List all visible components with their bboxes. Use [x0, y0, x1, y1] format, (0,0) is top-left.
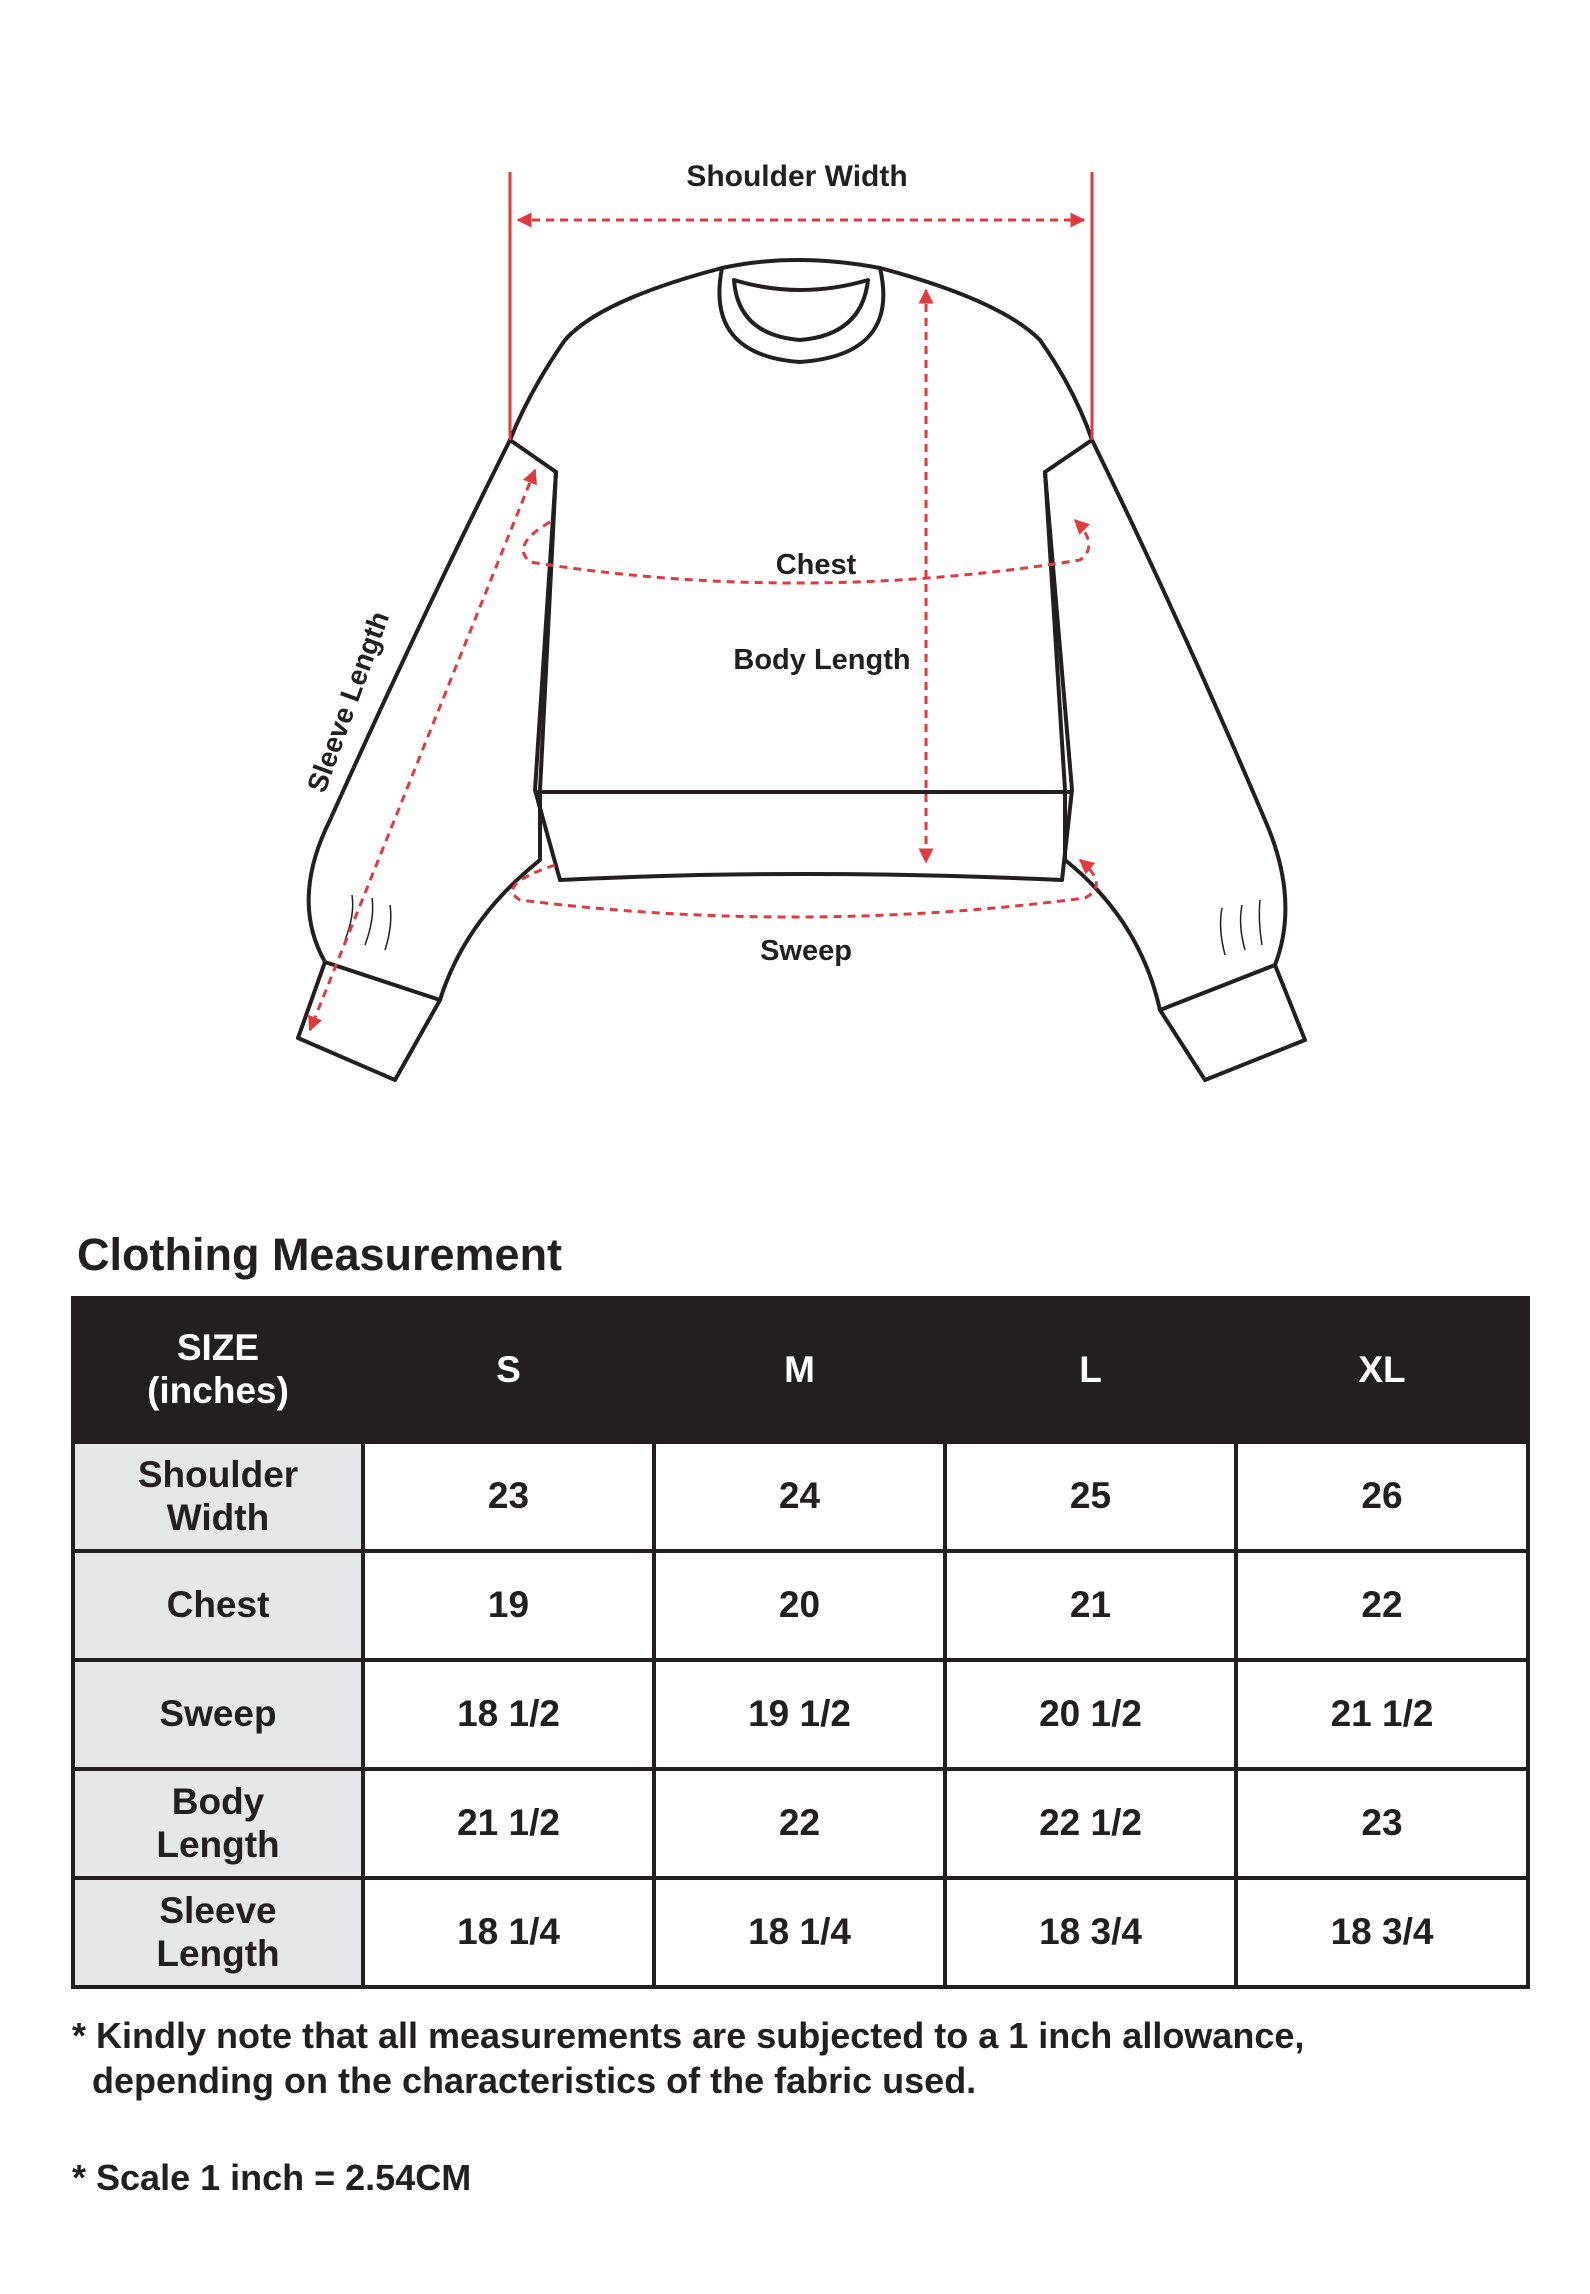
allowance-note-continued: depending on the characteristics of the fabric used. [92, 2060, 977, 2101]
left-cuff [298, 962, 440, 1080]
row-label [73, 1769, 363, 1878]
collar-inner [734, 280, 868, 340]
row-label [73, 1660, 363, 1769]
header-row [73, 1298, 1528, 1442]
row-label-line1: Sleeve [159, 1889, 277, 1931]
sweep-label: Sweep [760, 935, 852, 967]
table-row-sweep [73, 1660, 1528, 1769]
row-label [73, 1442, 363, 1551]
cell-value: 19 [363, 1551, 654, 1660]
cell-value: 18 1/4 [654, 1878, 945, 1987]
size-header-line1: SIZE [176, 1327, 260, 1369]
cell-value: 20 [654, 1551, 945, 1660]
cell-value: 23 [1236, 1769, 1528, 1878]
table-row-chest [73, 1551, 1528, 1660]
size-xl-header: XL [1236, 1298, 1528, 1442]
table-row-body-length [73, 1769, 1528, 1878]
sweep-ellipse [513, 860, 1097, 917]
row-label [73, 1551, 363, 1660]
row-label-line2: Length [156, 1823, 280, 1865]
table-row-sleeve-length [73, 1878, 1528, 1987]
right-shoulder [880, 268, 1092, 440]
cell-value: 18 1/2 [363, 1660, 654, 1769]
left-shoulder [510, 268, 722, 440]
row-label-line1: Body [171, 1780, 265, 1822]
row-label [73, 1878, 363, 1987]
cell-value: 21 [945, 1551, 1236, 1660]
scale-note: * Scale 1 inch = 2.54CM [72, 2157, 472, 2198]
size-header [73, 1298, 363, 1442]
cell-value: 20 1/2 [945, 1660, 1236, 1769]
row-label-line1: Chest [166, 1584, 270, 1626]
size-header-line2: (inches) [147, 1370, 289, 1411]
cell-value: 18 1/4 [363, 1878, 654, 1987]
measurement-title: Clothing Measurement [77, 1229, 563, 1280]
size-s-header: S [363, 1298, 654, 1442]
cell-value: 22 [1236, 1551, 1528, 1660]
row-label-line1: Shoulder [137, 1453, 299, 1495]
body [535, 472, 1072, 880]
measurement-table [71, 1296, 1530, 1989]
row-label-line1: Sweep [159, 1693, 277, 1735]
shoulder-width-label: Shoulder Width [686, 160, 908, 193]
allowance-note: * Kindly note that all measurements are subjected to a 1 inch allowance, [72, 2015, 1305, 2056]
chest-label: Chest [775, 549, 857, 581]
row-label-line2: Length [156, 1932, 280, 1974]
sleeve-length-label: Sleeve Length [301, 607, 396, 797]
cell-value: 25 [945, 1442, 1236, 1551]
cell-value: 18 3/4 [945, 1878, 1236, 1987]
size-l-header: L [945, 1298, 1236, 1442]
size-m-header: M [654, 1298, 945, 1442]
table-row-shoulder-width [73, 1442, 1528, 1551]
cell-value: 26 [1236, 1442, 1528, 1551]
cell-value: 21 1/2 [363, 1769, 654, 1878]
cell-value: 22 1/2 [945, 1769, 1236, 1878]
cell-value: 21 1/2 [1236, 1660, 1528, 1769]
cell-value: 18 3/4 [1236, 1878, 1528, 1987]
cell-value: 22 [654, 1769, 945, 1878]
row-label-line2: Width [166, 1496, 270, 1538]
cell-value: 23 [363, 1442, 654, 1551]
cell-value: 19 1/2 [654, 1660, 945, 1769]
cell-value: 24 [654, 1442, 945, 1551]
body-length-label: Body Length [733, 644, 911, 676]
